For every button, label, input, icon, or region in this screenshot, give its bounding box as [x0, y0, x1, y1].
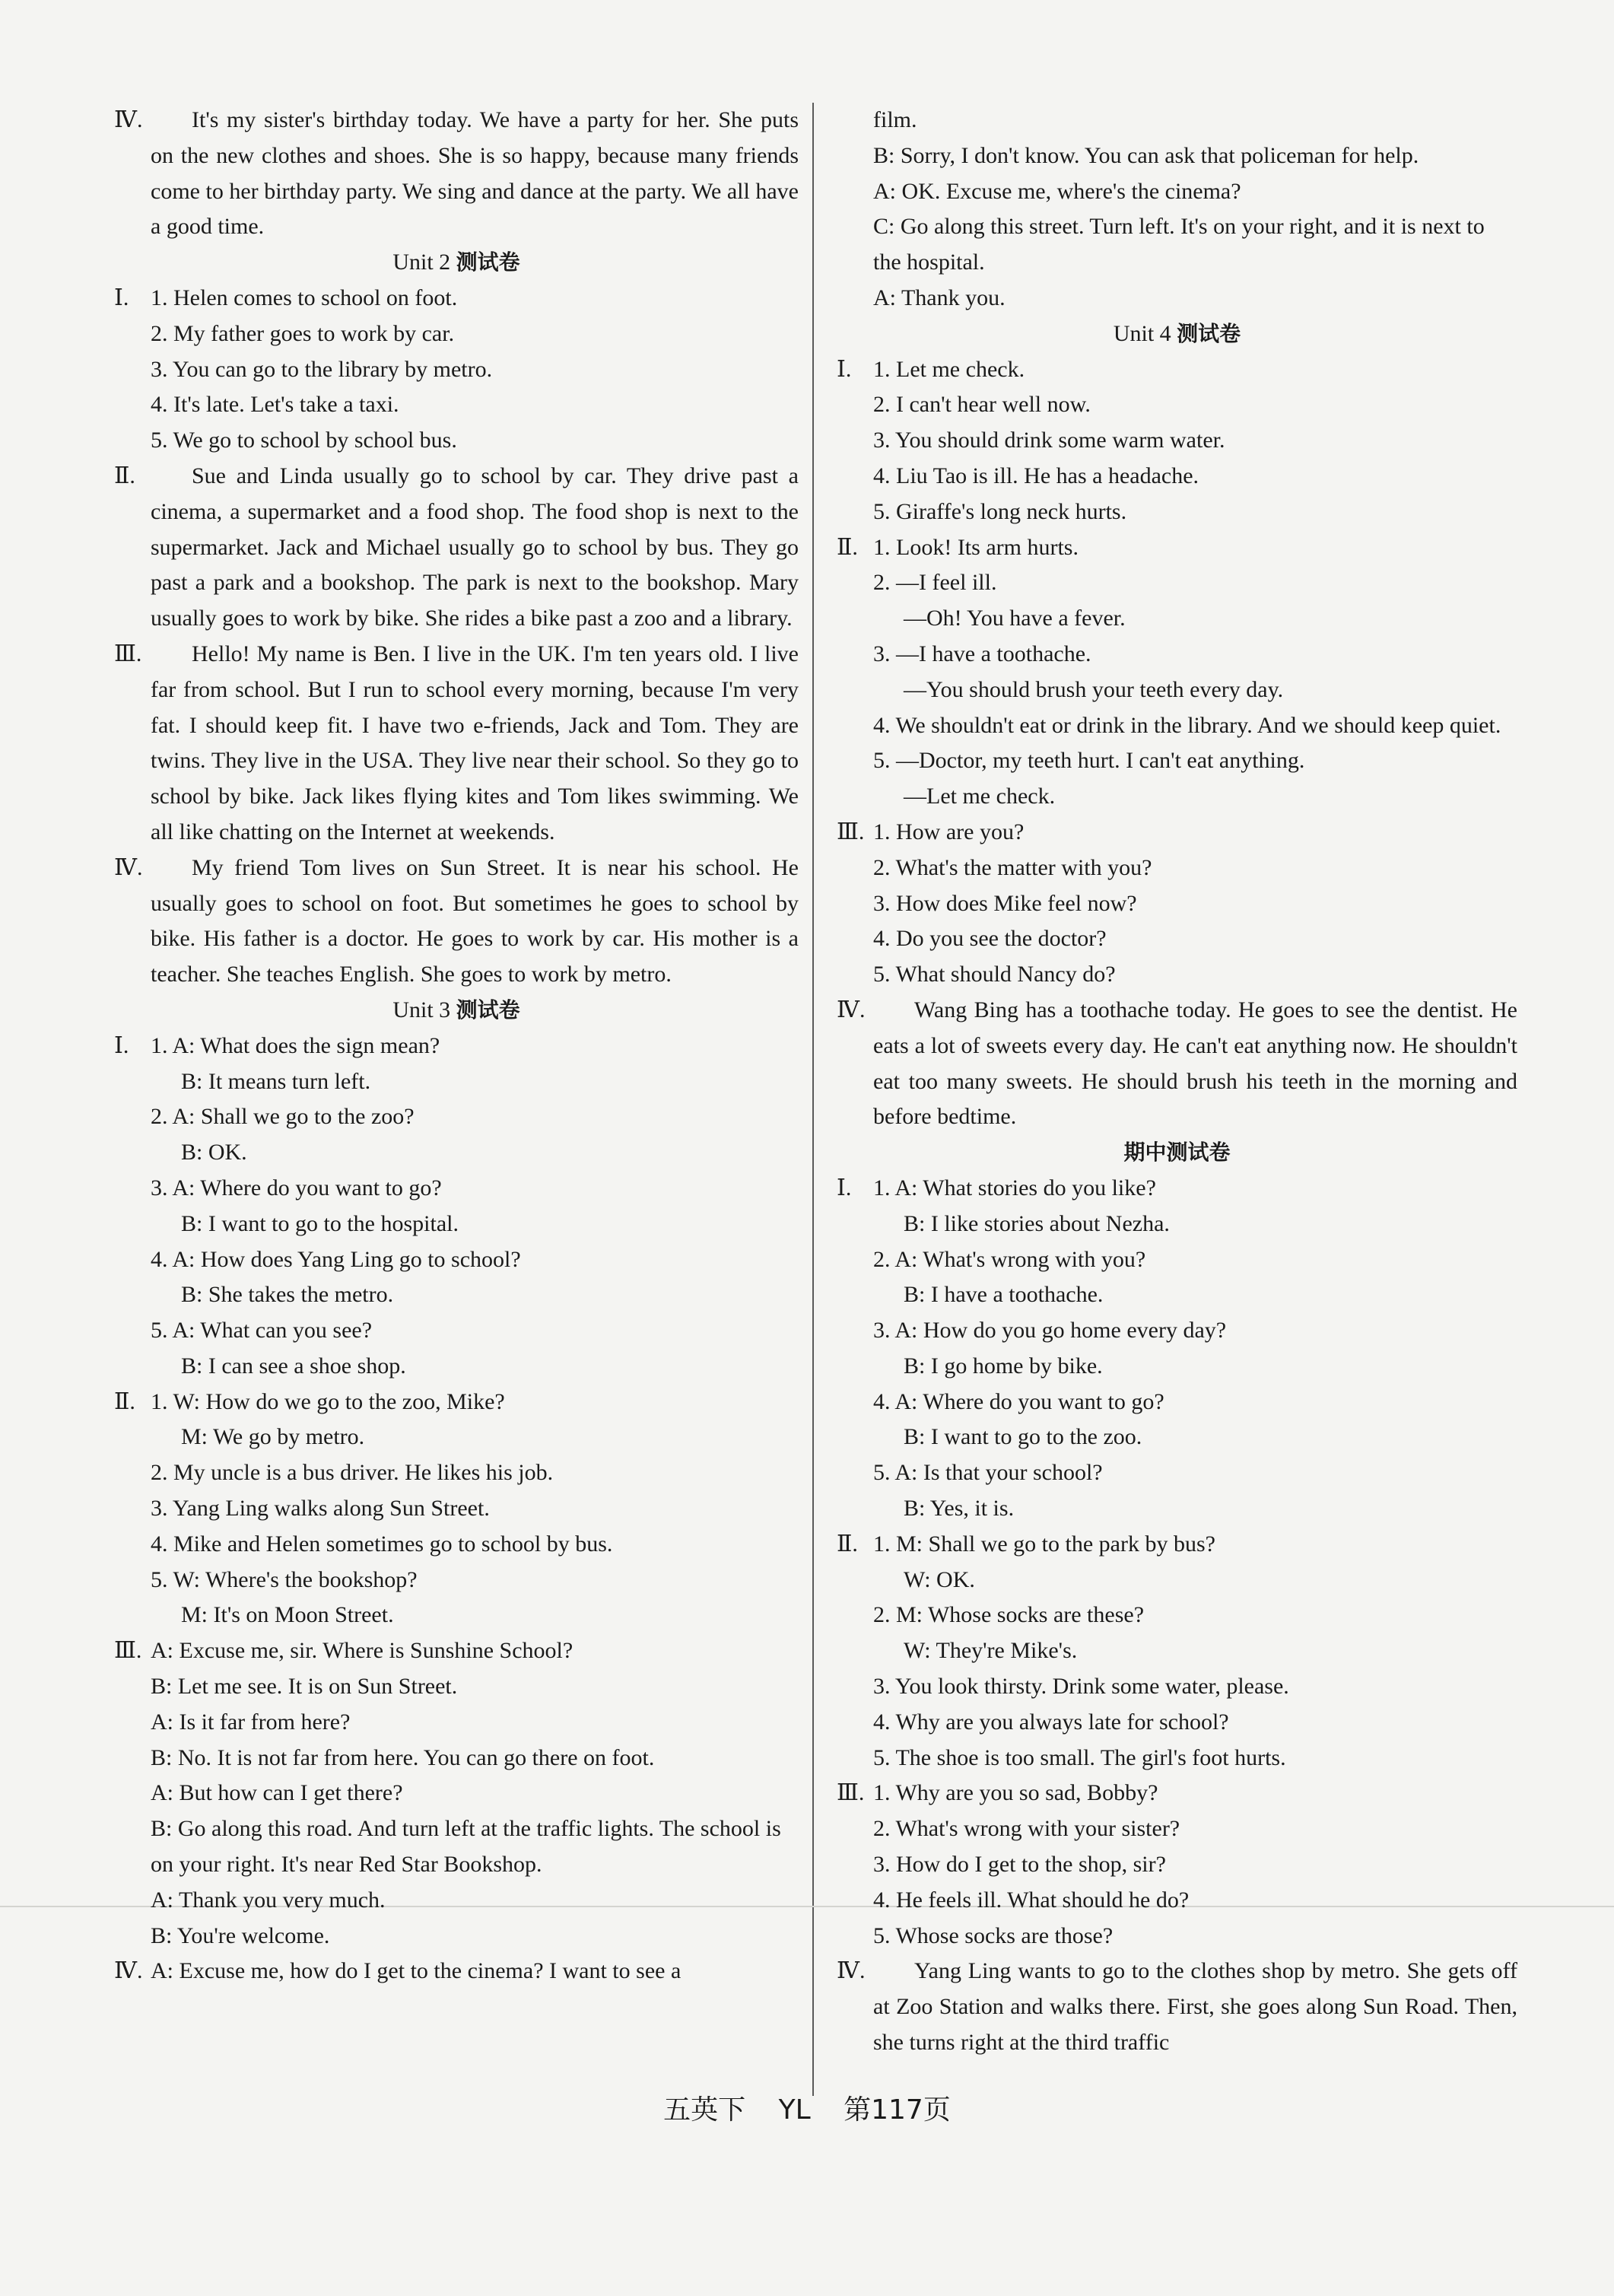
dialogue-line: A: Excuse me, sir. Where is Sunshine School?: [151, 1638, 573, 1664]
list-item: 4. He feels ill. What should he do?: [873, 1887, 1190, 1913]
passage-text: Wang Bing has a toothache today. He goes to see the dentist. He eats a lot of sweets every day. He can't eat anything now. He shouldn't eat too many sweets. He should brush his teeth in the morning and before bedtime.: [873, 997, 1517, 1130]
roman-label: Ⅰ.: [837, 356, 852, 382]
dialogue-line: 4. Mike and Helen sometimes go to school by bus.: [151, 1531, 613, 1557]
page-footer: [0, 2088, 1614, 2127]
dialogue-line: B: Go along this road. And turn left at the traffic lights. The school is on your right. It's near Red Star Bookshop.: [151, 1816, 781, 1878]
dialogue-line: B: It means turn left.: [181, 1068, 371, 1094]
list-item: 2. My father goes to work by car.: [151, 320, 455, 346]
list-item: 2. I can't hear well now.: [873, 392, 1091, 418]
unit3-section-iv-continued: [837, 103, 1517, 316]
roman-label: Ⅰ.: [114, 285, 129, 310]
list-item: 4. Liu Tao is ill. He has a headache.: [873, 463, 1199, 488]
midterm-section-i: [837, 1171, 1517, 1527]
dialogue-line: B: I want to go to the zoo.: [904, 1424, 1142, 1450]
dialogue-line: —Oh! You have a fever.: [904, 606, 1126, 631]
dialogue-line: 4. We shouldn't eat or drink in the library. And we should keep quiet.: [873, 712, 1501, 738]
unit4-section-i: [837, 352, 1517, 530]
list-item: 4. It's late. Let's take a taxi.: [151, 392, 399, 418]
dialogue-line: 2. M: Whose socks are these?: [873, 1602, 1145, 1628]
list-item: 3. How does Mike feel now?: [873, 890, 1137, 916]
roman-label: Ⅲ.: [837, 1780, 865, 1806]
unit3-section-i: [114, 1029, 799, 1385]
unit3-section-iii: [114, 1633, 799, 1954]
dialogue-line: B: I go home by bike.: [904, 1353, 1103, 1379]
dialogue-line: B: She takes the metro.: [181, 1282, 394, 1308]
dialogue-line: B: I can see a shoe shop.: [181, 1353, 406, 1379]
roman-label: Ⅳ.: [837, 1958, 866, 1984]
unit2-section-iv: [114, 851, 799, 993]
list-item: 1. Why are you so sad, Bobby?: [873, 1780, 1158, 1806]
dialogue-line: B: No. It is not far from here. You can go there on foot.: [151, 1744, 655, 1770]
dialogue-line: film.: [873, 107, 917, 132]
dialogue-line: 5. The shoe is too small. The girl's foot hurts.: [873, 1744, 1286, 1770]
list-item: 3. How do I get to the shop, sir?: [873, 1852, 1166, 1878]
dialogue-line: 4. A: Where do you want to go?: [873, 1388, 1164, 1414]
roman-label: Ⅲ.: [114, 1638, 142, 1664]
roman-label: Ⅰ.: [837, 1175, 852, 1200]
list-item: 1. How are you?: [873, 819, 1025, 844]
passage-text: Yang Ling wants to go to the clothes shop by metro. She gets off at Zoo Station and walks there. First, she goes along Sun Road. Then, she turns right at the third traffic: [873, 1958, 1517, 2056]
list-item: 4. Do you see the doctor?: [873, 926, 1107, 952]
roman-label: Ⅳ.: [114, 1958, 143, 1984]
passage-text: My friend Tom lives on Sun Street. It is near his school. He usually goes to school on foot. But sometimes he goes to school by bike. His father is a doctor. He goes to work by car. His mother is a teacher. She teaches English. She goes to work by metro.: [151, 854, 799, 987]
dialogue-line: A: Thank you very much.: [151, 1887, 386, 1913]
dialogue-list: [873, 1527, 1517, 1776]
dialogue-line: 5. A: Is that your school?: [873, 1460, 1103, 1486]
unit4-section-iv: [837, 993, 1517, 1135]
dialogue-line: 1. A: What stories do you like?: [873, 1175, 1156, 1200]
right-column: [837, 103, 1517, 2061]
unit4-title: Unit 4 测试卷: [1113, 320, 1241, 346]
midterm-title: 期中测试卷: [1123, 1140, 1231, 1165]
dialogue-line: B: I want to go to the hospital.: [181, 1210, 459, 1236]
dialogue-line: B: Let me see. It is on Sun Street.: [151, 1674, 458, 1700]
dialogue-line: M: It's on Moon Street.: [181, 1602, 394, 1628]
dialogue-list: [151, 1385, 799, 1634]
roman-label: Ⅰ.: [114, 1032, 129, 1058]
dialogue-line: B: OK.: [181, 1140, 247, 1165]
section-iv-previous: [114, 103, 799, 245]
unit3-title: Unit 3 测试卷: [392, 997, 520, 1022]
dialogue-line: 5. —Doctor, my teeth hurt. I can't eat anything.: [873, 748, 1305, 774]
dialogue-line: 1. M: Shall we go to the park by bus?: [873, 1531, 1215, 1557]
dialogue-line: 3. Yang Ling walks along Sun Street.: [151, 1496, 490, 1522]
unit3-section-iv: [114, 1954, 799, 1989]
dialogue-line: A: OK. Excuse me, where's the cinema?: [873, 178, 1241, 204]
list-item: 1. Let me check.: [873, 356, 1025, 382]
unit3-section-ii: [114, 1385, 799, 1634]
page-number: 第117页: [844, 2094, 951, 2126]
unit2-section-iii: [114, 637, 799, 851]
dialogue-line: 3. You look thirsty. Drink some water, please.: [873, 1674, 1289, 1700]
dialogue-line: B: Yes, it is.: [904, 1496, 1015, 1522]
unit2-title: Unit 2 测试卷: [392, 250, 520, 275]
passage-text: Sue and Linda usually go to school by car. They drive past a cinema, a supermarket and a food shop. The food shop is next to the supermarket. Jack and Michael usually go to school by bus. They go past a park and a bookshop. The park is next to the bookshop. Mary usually goes to work by bike. She rides a bike past a zoo and a library.: [151, 463, 799, 631]
list-item: 5. We go to school by school bus.: [151, 428, 457, 453]
roman-label: Ⅱ.: [114, 1388, 135, 1414]
dialogue-list: [873, 530, 1517, 815]
dialogue-line: W: OK.: [904, 1566, 975, 1592]
dialogue-line: 1. A: What does the sign mean?: [151, 1032, 440, 1058]
dialogue-list: [151, 1633, 799, 1954]
left-column: [114, 103, 799, 1989]
unit4-section-iii: [837, 815, 1517, 993]
roman-label: Ⅱ.: [837, 1531, 858, 1557]
dialogue-list: [873, 1171, 1517, 1527]
dialogue-line: 2. A: Shall we go to the zoo?: [151, 1104, 415, 1130]
dialogue-line: B: You're welcome.: [151, 1922, 330, 1948]
roman-label: Ⅳ.: [837, 997, 866, 1022]
list-item: 5. Giraffe's long neck hurts.: [873, 498, 1127, 524]
dialogue-line: A: But how can I get there?: [151, 1780, 403, 1806]
dialogue-line: 3. A: How do you go home every day?: [873, 1318, 1227, 1344]
dialogue-line: C: Go along this street. Turn left. It's on your right, and it is next to the hospital.: [873, 214, 1485, 275]
midterm-section-ii: [837, 1527, 1517, 1776]
publisher-logo: YL: [778, 2094, 811, 2126]
dialogue-line: 3. —I have a toothache.: [873, 641, 1091, 666]
dialogue-line: 1. W: How do we go to the zoo, Mike?: [151, 1388, 505, 1414]
dialogue-line: B: Sorry, I don't know. You can ask that policeman for help.: [873, 142, 1419, 168]
dialogue-line: 5. W: Where's the bookshop?: [151, 1566, 418, 1592]
dialogue-line: 5. A: What can you see?: [151, 1318, 373, 1344]
dialogue-line: M: We go by metro.: [181, 1424, 365, 1450]
dialogue-line: 4. A: How does Yang Ling go to school?: [151, 1246, 521, 1272]
roman-label: Ⅱ.: [114, 463, 135, 488]
dialogue-line: 2. A: What's wrong with you?: [873, 1246, 1146, 1272]
dialogue-line: 4. Why are you always late for school?: [873, 1709, 1229, 1735]
dialogue-line: —Let me check.: [904, 784, 1056, 809]
unit2-section-i: [114, 281, 799, 459]
list-item: 2. What's wrong with your sister?: [873, 1816, 1180, 1842]
dialogue-line: 1. Look! Its arm hurts.: [873, 534, 1079, 560]
dialogue-list: [151, 1029, 799, 1385]
roman-label: Ⅱ.: [837, 534, 858, 560]
dialogue-line: —You should brush your teeth every day.: [904, 676, 1284, 702]
unit2-section-ii: [114, 459, 799, 637]
book-title: 五英下: [663, 2094, 746, 2126]
list-item: 2. What's the matter with you?: [873, 854, 1152, 880]
dialogue-line: A: Thank you.: [873, 285, 1006, 310]
dialogue-line: A: Excuse me, how do I get to the cinema? I want to see a: [151, 1958, 682, 1984]
dialogue-line: 2. —I feel ill.: [873, 570, 997, 596]
dialogue-line: A: Is it far from here?: [151, 1709, 351, 1735]
midterm-section-iv: [837, 1954, 1517, 2060]
list-item: 1. Helen comes to school on foot.: [151, 285, 458, 310]
list-item: 5. Whose socks are those?: [873, 1922, 1114, 1948]
dialogue-line: 2. My uncle is a bus driver. He likes his job.: [151, 1460, 554, 1486]
dialogue-line: 3. A: Where do you want to go?: [151, 1175, 442, 1200]
passage-text: Hello! My name is Ben. I live in the UK. I'm ten years old. I live far from school. But I run to school every morning, because I'm very fat. I should keep fit. I have two e-friends, Jack and Tom. They are twins. They live in the USA. They live near their school. So they go to school by bike. Jack likes flying kites and Tom likes swimming. We all like chatting on the Internet at weekends.: [151, 641, 799, 844]
dialogue-line: W: They're Mike's.: [904, 1638, 1078, 1664]
passage-text: It's my sister's birthday today. We have a party for her. She puts on the new clothes and shoes. She is so happy, because many friends come to her birthday party. We sing and dance at the party. We all have a good time.: [151, 107, 799, 240]
dialogue-list: [873, 103, 1517, 316]
dialogue-line: B: I like stories about Nezha.: [904, 1210, 1170, 1236]
dialogue-line: B: I have a toothache.: [904, 1282, 1104, 1308]
list-item: 3. You can go to the library by metro.: [151, 356, 493, 382]
list-item: 3. You should drink some warm water.: [873, 428, 1225, 453]
roman-label: Ⅲ.: [114, 641, 142, 666]
list-item: 5. What should Nancy do?: [873, 962, 1116, 987]
roman-label: Ⅳ.: [114, 107, 143, 132]
unit4-section-ii: [837, 530, 1517, 815]
roman-label: Ⅲ.: [837, 819, 865, 844]
column-divider: [812, 103, 814, 2096]
roman-label: Ⅳ.: [114, 854, 143, 880]
midterm-section-iii: [837, 1776, 1517, 1954]
